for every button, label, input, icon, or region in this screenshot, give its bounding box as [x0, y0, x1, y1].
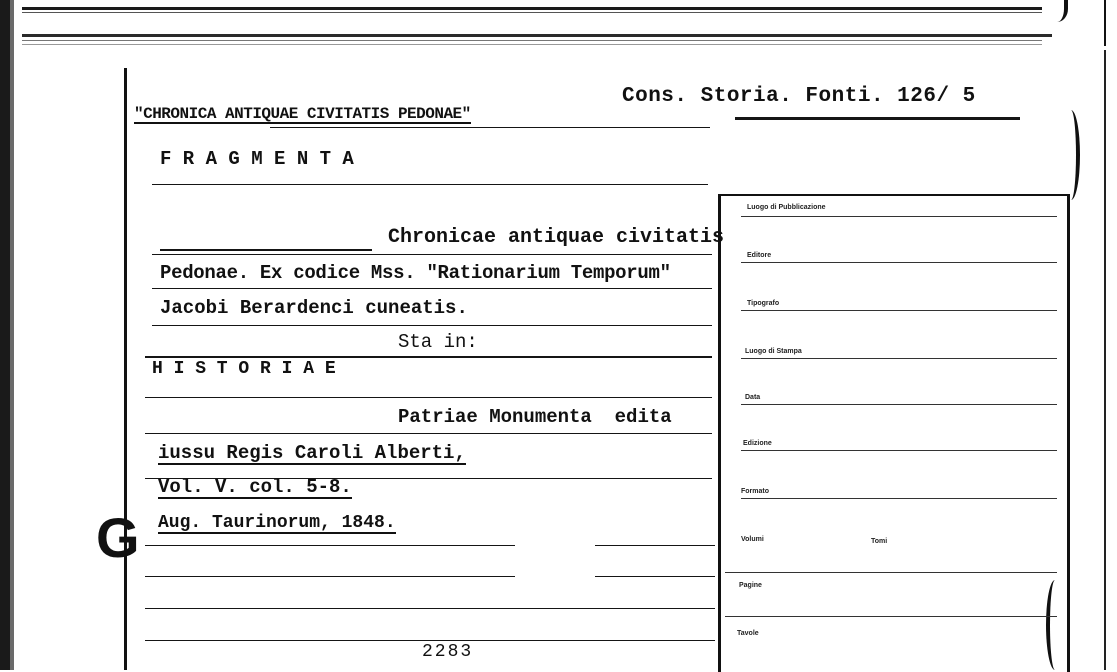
bracket-mark-upper [1062, 110, 1080, 200]
card-margin-line [124, 68, 127, 670]
rule-1 [152, 184, 708, 185]
indent-rule [160, 249, 372, 251]
body-line-7: iussu Regis Caroli Alberti, [158, 442, 466, 464]
rule-7 [145, 433, 712, 434]
rule-5 [145, 356, 712, 358]
rule-6 [145, 397, 712, 398]
body-line-8: Vol. V. col. 5-8. [158, 476, 352, 498]
rule-14 [145, 640, 715, 641]
form-label-volumi: Volumi [741, 536, 764, 543]
form-label-editore: Editore [747, 252, 772, 259]
rule-13 [145, 608, 715, 609]
rule-4 [152, 325, 712, 326]
rule-12 [595, 576, 715, 577]
form-label-tomi: Tomi [871, 538, 888, 545]
body-line-9: Aug. Taurinorum, 1848. [158, 513, 396, 533]
rule-10 [595, 545, 715, 546]
card-edge-right [1104, 50, 1106, 670]
rule-9 [145, 545, 515, 546]
rule-3 [152, 288, 712, 289]
binding-edge-left [0, 0, 10, 670]
form-label-data: Data [745, 394, 761, 401]
form-label-tipografo: Tipografo [747, 300, 780, 307]
form-label-tavole: Tavole [737, 630, 759, 637]
body-line-1: Chronicae antiquae civitatis [388, 226, 725, 249]
form-label-luogo-pubblicazione: Luogo di Pubblicazione [747, 204, 826, 211]
card-heading: "CHRONICA ANTIQUAE CIVITATIS PEDONAE" [134, 105, 471, 123]
subheading: F R A G M E N T A [160, 148, 354, 170]
body-line-6: Patriae Monumenta edita [398, 406, 672, 428]
form-label-edizione: Edizione [743, 440, 772, 447]
rule-11 [145, 576, 515, 577]
form-label-pagine: Pagine [739, 582, 762, 589]
form-box [718, 194, 1070, 672]
shelfmark-underline [735, 117, 1020, 120]
body-line-5: H I S T O R I A E [152, 359, 336, 379]
shelfmark: Cons. Storia. Fonti. 126/ 5 [622, 85, 976, 108]
body-line-2: Pedonae. Ex codice Mss. "Rationarium Temporum" [160, 262, 671, 284]
card-edge-top [0, 0, 1117, 46]
footer-number: 2283 [422, 642, 474, 662]
margin-letter-g: G [96, 506, 140, 569]
form-label-formato: Formato [741, 488, 769, 495]
heading-rule [270, 127, 710, 128]
body-line-4: Sta in: [398, 331, 478, 353]
form-label-luogo-stampa: Luogo di Stampa [745, 348, 802, 355]
rule-2 [152, 254, 712, 255]
binding-edge-left-inner [10, 0, 14, 670]
body-line-3: Jacobi Berardenci cuneatis. [160, 297, 468, 319]
